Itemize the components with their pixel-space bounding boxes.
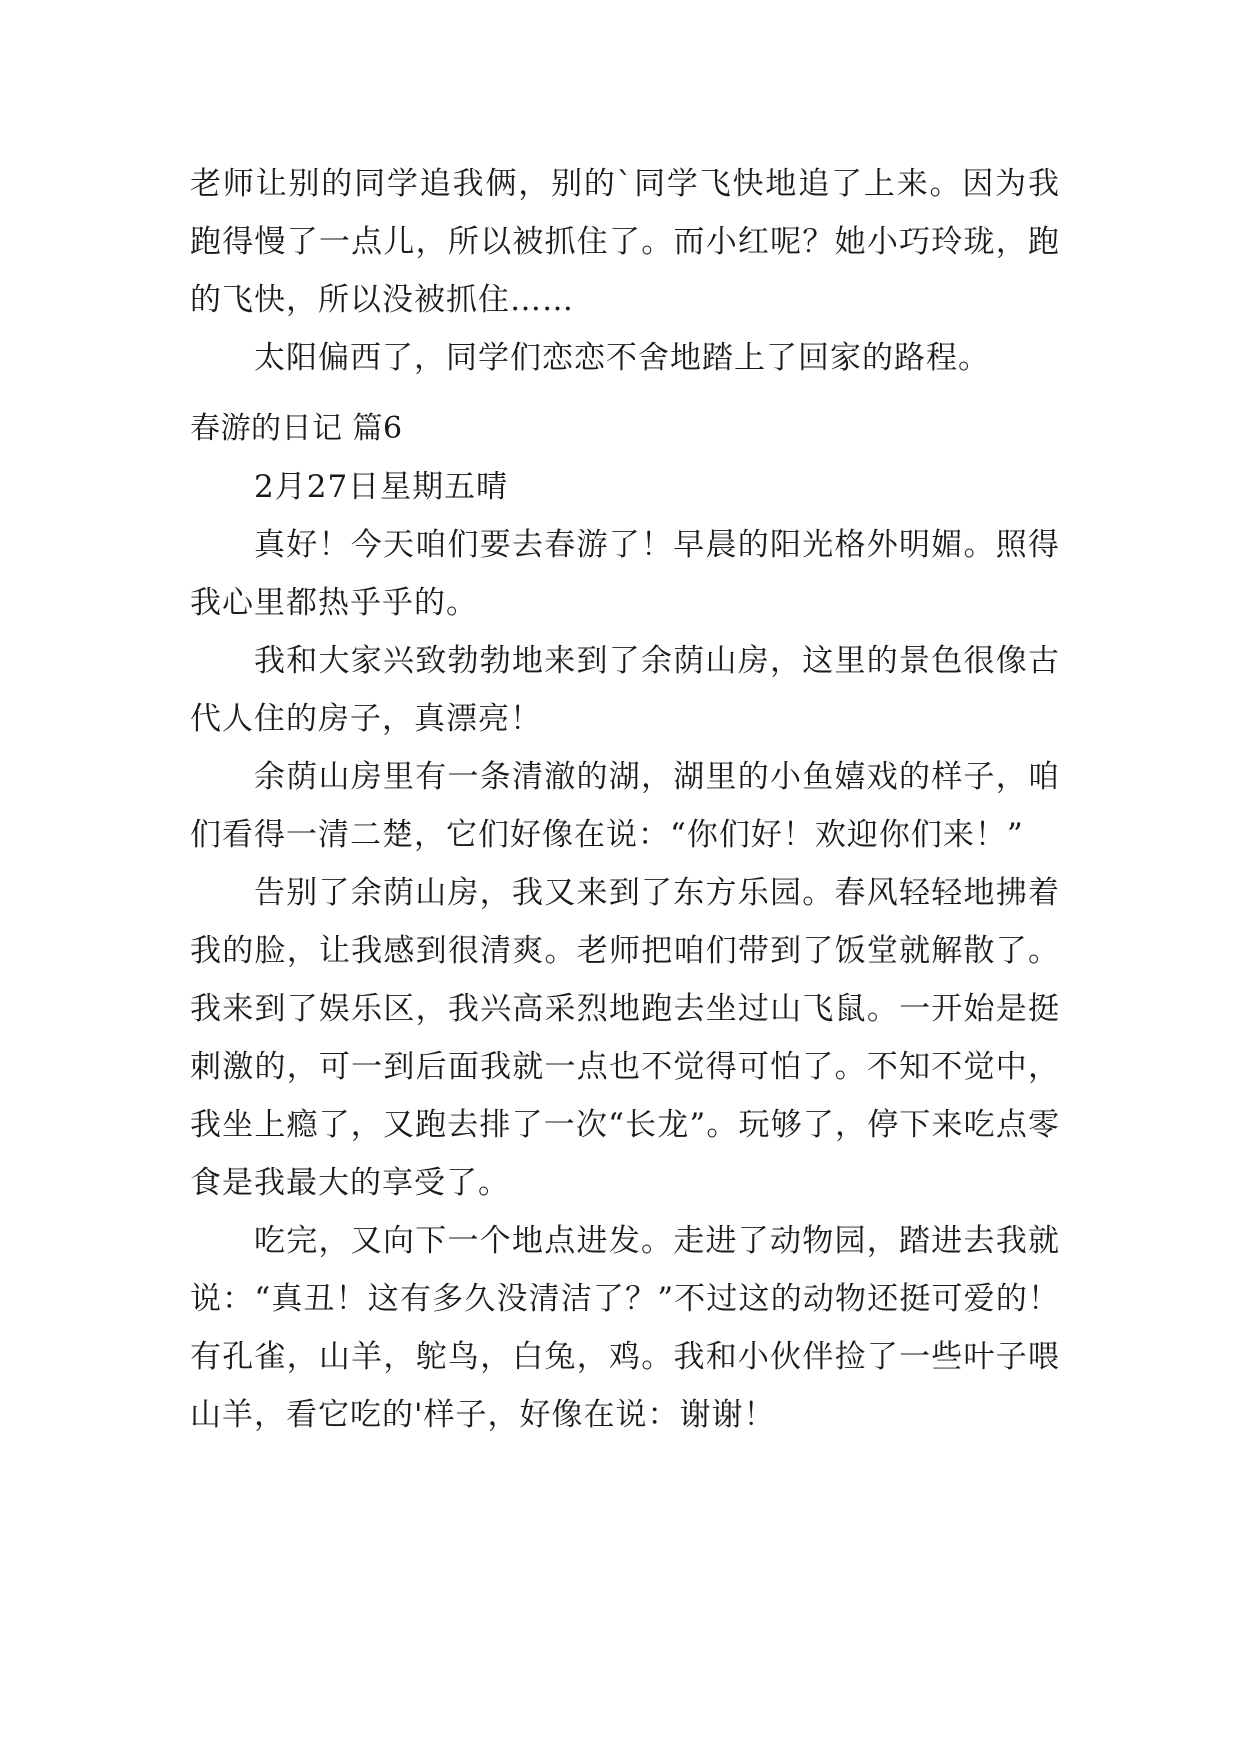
paragraph: 告别了余荫山房，我又来到了东方乐园。春风轻轻地拂着我的脸，让我感到很清爽。老师把咱们带到了饭堂就解散了。我来到了娱乐区，我兴高采烈地跑去坐过山飞鼠。一开始是挺刺激的，可一到后面我就一点也不觉得可怕了。不知不觉中，我坐上瘾了，又跑去排了一次“长龙”。玩够了，停下来吃点零食是我最大的享受了。 xyxy=(190,875,1060,1201)
section-title: 春游的日记 篇6 xyxy=(190,411,403,446)
paragraph-continued: 老师让别的同学追我俩，别的`同学飞快地追了上来。因为我跑得慢了一点儿，所以被抓住了。而小红呢？她小巧玲珑，跑的飞快，所以没被抓住…… xyxy=(190,166,1060,318)
document-body-top xyxy=(190,155,1060,387)
paragraph: 余荫山房里有一条清澈的湖，湖里的小鱼嬉戏的样子，咱们看得一清二楚，它们好像在说：“你们好！欢迎你们来！” xyxy=(190,759,1060,853)
paragraph: 我和大家兴致勃勃地来到了余荫山房，这里的景色很像古代人住的房子，真漂亮！ xyxy=(190,643,1060,737)
date-line: 2月27日星期五晴 xyxy=(254,469,509,505)
paragraph-closing: 太阳偏西了，同学们恋恋不舍地踏上了回家的路程。 xyxy=(254,340,990,376)
paragraph: 吃完，又向下一个地点进发。走进了动物园，踏进去我就说：“真丑！这有多久没清洁了？”不过这的动物还挺可爱的！有孔雀，山羊，鸵鸟，白兔，鸡。我和小伙伴捡了一些叶子喂山羊，看它吃的'样子，好像在说：谢谢！ xyxy=(190,1223,1060,1433)
paragraph: 真好！今天咱们要去春游了！早晨的阳光格外明媚。照得我心里都热乎乎的。 xyxy=(190,527,1060,621)
document-body-section xyxy=(190,400,1060,1444)
